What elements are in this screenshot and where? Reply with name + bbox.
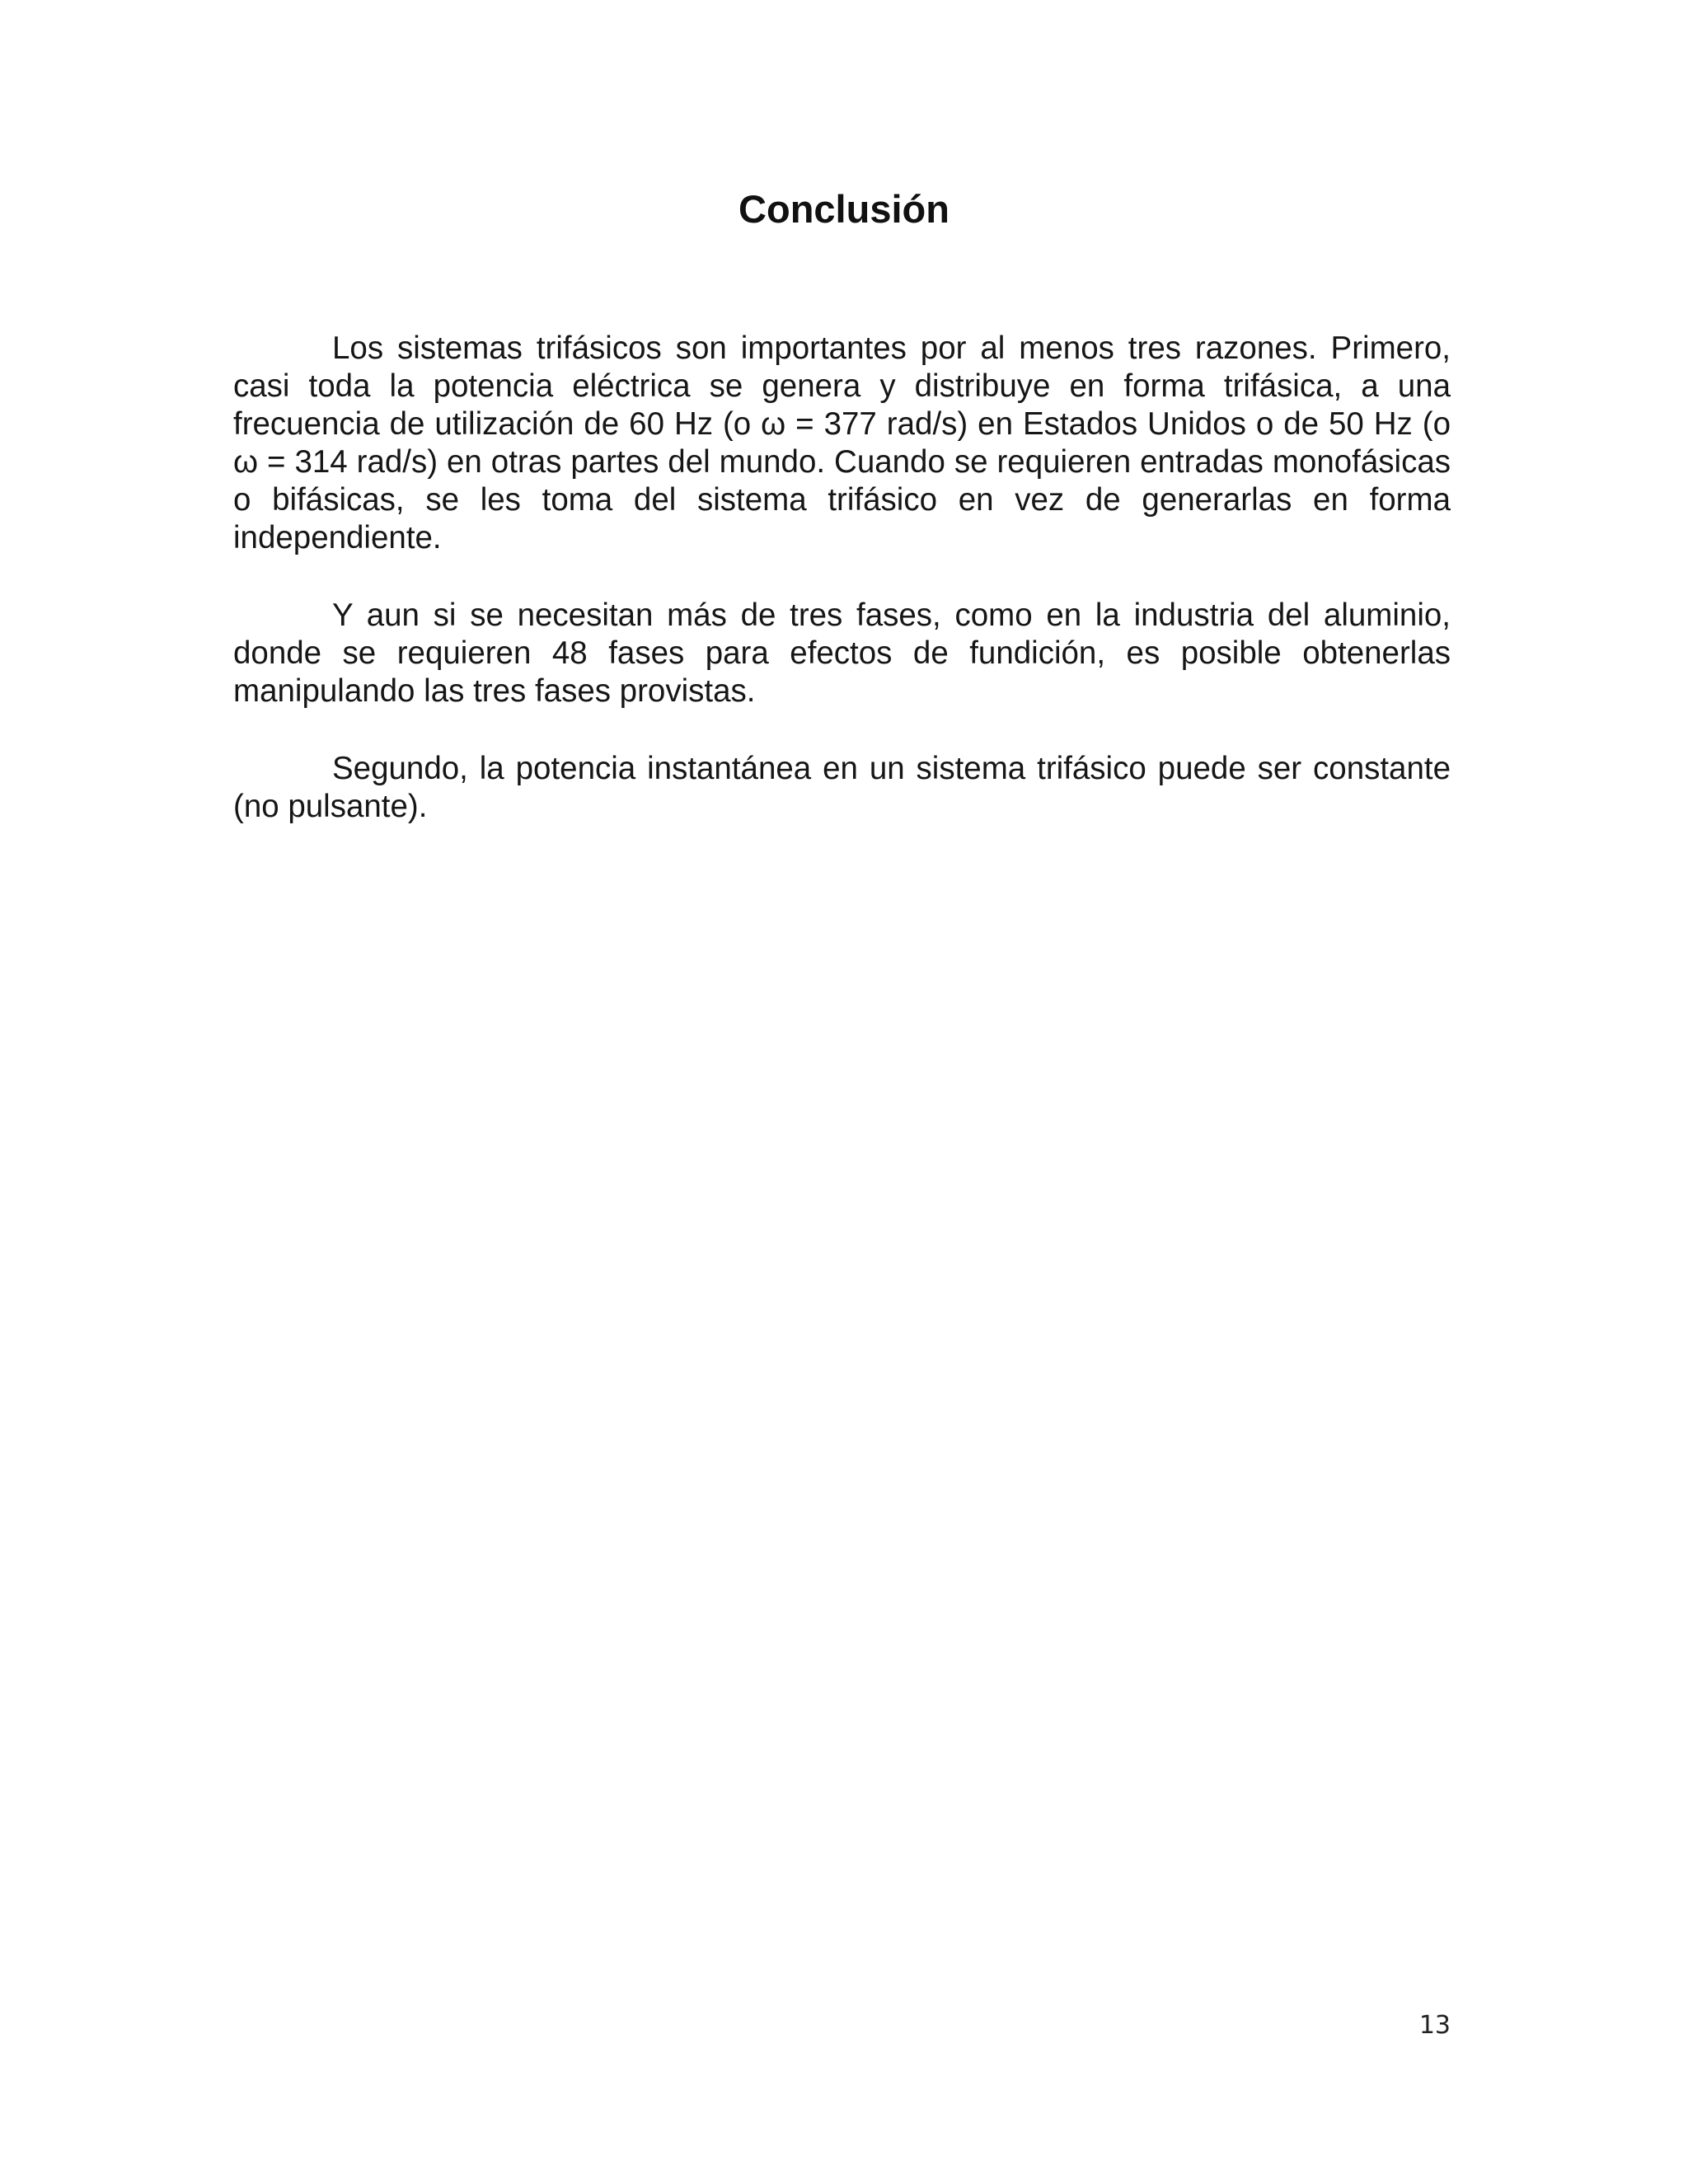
paragraph-3: Segundo, la potencia instantánea en un sistema trifásico puede ser constante (no pulsante). [233,751,1451,824]
page-number: 13 [1418,2011,1451,2040]
paragraph-2: Y aun si se necesitan más de tres fases, como en la industria del aluminio, donde se requieren 48 fases para efectos de fundición, es posible obtenerlas manipulando las tres fases provistas. [233,598,1451,709]
paragraph-1: Los sistemas trifásicos son importantes por al menos tres razones. Primero, casi toda la potencia eléctrica se genera y distribuye en forma trifásica, a una frecuencia de utilización de 60 Hz (o ω = 377 rad/s) en Estados Unidos o de 50 Hz (o ω = 314 rad/s) en otras partes del mundo. Cuando se requieren entradas monofásicas o bifásicas, se les toma del sistema trifásico en vez de generarlas en forma independiente. [233,330,1451,555]
page-title: Conclusión [738,187,950,231]
body-text [233,330,1451,865]
